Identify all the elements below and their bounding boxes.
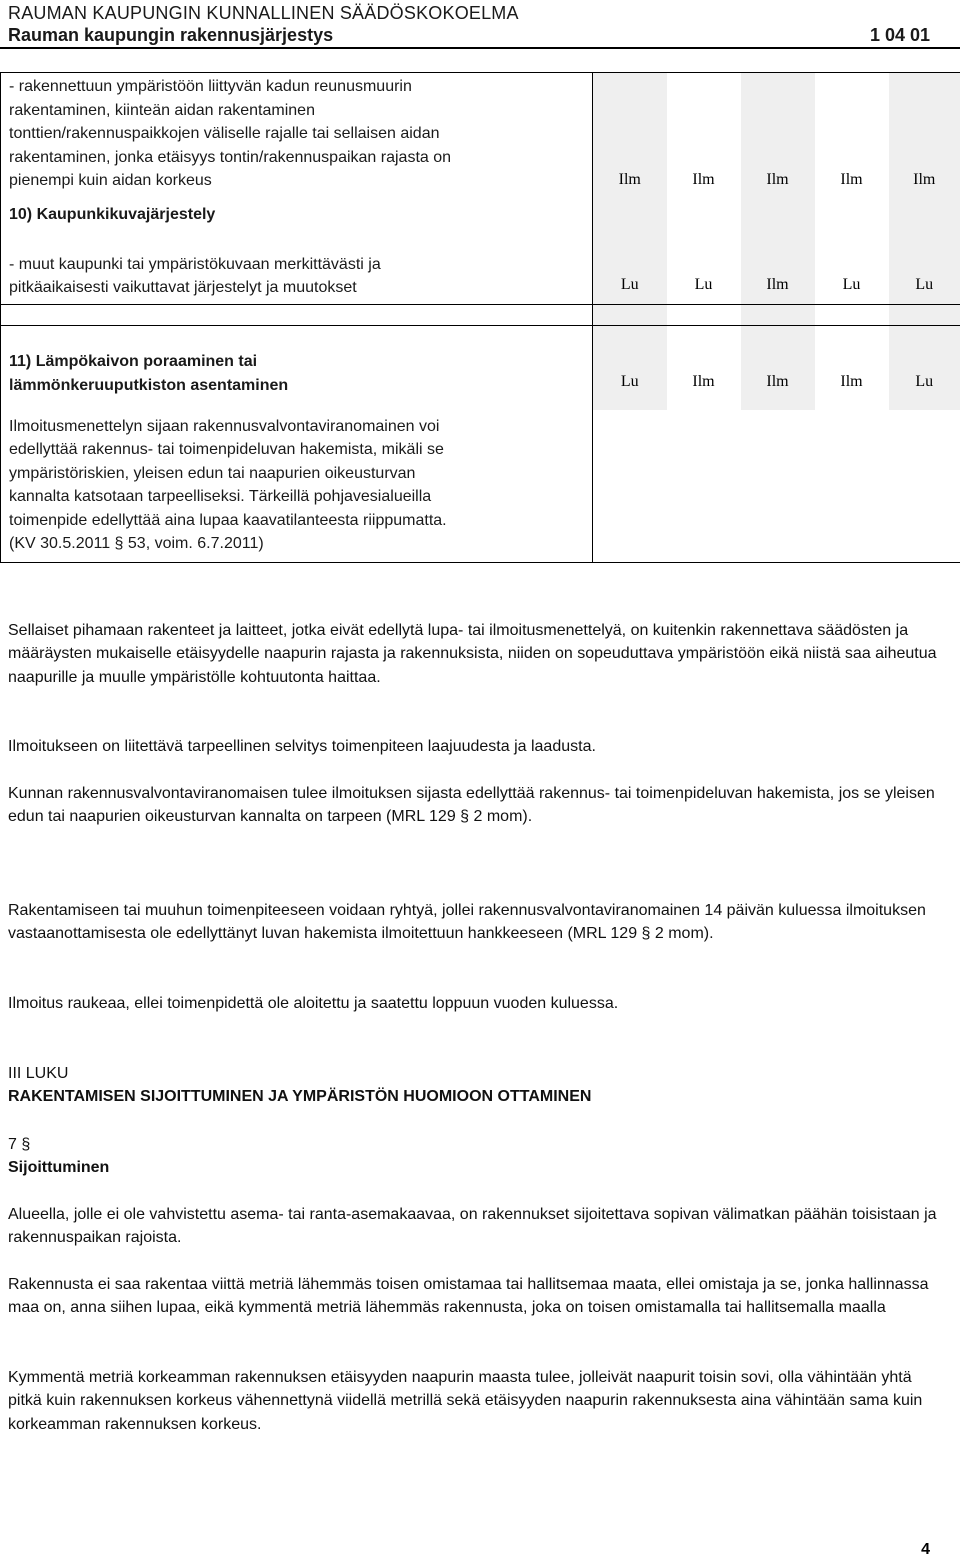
spacer-cell [1, 305, 593, 326]
chapter-number: III LUKU [8, 1065, 69, 1082]
section-paragraph-1: Alueella, jolle ei ole vahvistettu asema- tai ranta-asemakaavaa, on rakennukset sijoitettava sopivan välimatkan päähän toisistaan ja rakennuspaikan rajoista. [8, 1206, 937, 1247]
note-span-cell [593, 410, 960, 563]
section-paragraph-2: Rakennusta ei saa rakentaa viittä metriä lähemmäs toisen omistamaa tai hallitsemaa maata, ellei omistaja ja se, jonka hallinnassa maa on, anna siihen lupaa, eikä kymmentä metriä lähemmäs rakennusta, joka on toisen omistamalla tai hallitsemalla maalla [8, 1276, 929, 1317]
value-cell [815, 326, 889, 410]
chapter-title: RAKENTAMISEN SIJOITTUMINEN JA YMPÄRISTÖN HUOMIOON OTTAMINEN [8, 1088, 592, 1106]
value-text: Lu [915, 373, 934, 390]
value-cell [741, 326, 815, 410]
paragraph-3: Kunnan rakennusvalvontaviranomaisen tulee ilmoituksen sijasta edellyttää rakennus- tai toimenpideluvan hakemista, jos se yleisen edun tai naapurien oikeusturvan kannalta on tarpeen (MRL 129 § 2 mom). [8, 785, 935, 826]
value-cell [667, 233, 741, 305]
table-row [1, 233, 960, 305]
section-number: 7 § [8, 1136, 31, 1153]
permit-table [0, 72, 960, 563]
value-cell [889, 233, 960, 305]
value-text: Lu [842, 275, 861, 293]
value-cell [741, 233, 815, 305]
row-note [1, 410, 593, 563]
value-text: Ilm [766, 275, 789, 293]
row-description [1, 73, 593, 201]
section-heading [8, 1133, 938, 1180]
text-line: toimenpide edellyttää aina lupaa kaavatilanteesta riippumatta. [9, 511, 447, 529]
value-cell [889, 201, 960, 233]
paragraph-1: Sellaiset pihamaan rakenteet ja laitteet, jotka eivät edellytä lupa- tai ilmoitusmenettelyä, on kuitenkin rakennettava säädösten ja määräysten mukaiselle etäisyydelle naapurin rajasta ja rakennuksista, niiden on sopeuduttava ympäristöön eikä niistä saa aiheutua naapurille ja muulle ympäristölle kohtuutonta haittaa. [8, 622, 937, 686]
document-header [8, 2, 930, 46]
document-code: 1 04 01 [869, 25, 930, 45]
text-line: edellyttää rakennus- tai toimenpideluvan hakemista, mikäli se [9, 441, 444, 458]
spacer-cell [815, 305, 889, 326]
value-text: Ilm [840, 171, 863, 188]
value-cell [667, 73, 741, 201]
value-cell [815, 73, 889, 201]
value-cell [889, 326, 960, 410]
paragraph-4: Rakentamiseen tai muuhun toimenpiteeseen voidaan ryhtyä, jollei rakennusvalvontaviranomainen 14 päivän kuluessa ilmoituksen vastaanottamisesta ole edellyttänyt luvan hakemista ilmoitettuun hankkeeseen (MRL 129 § 2 mom). [8, 902, 926, 943]
text-line: (KV 30.5.2011 § 53, voim. 6.7.2011) [9, 535, 264, 552]
text-line: pienempi kuin aidan korkeus [9, 172, 212, 189]
value-text: Ilm [692, 171, 715, 188]
value-text: Ilm [913, 171, 936, 188]
section-title: Sijoittuminen [8, 1159, 110, 1177]
value-text: Lu [694, 275, 713, 293]
table-row [1, 410, 960, 563]
spacer-cell [593, 305, 667, 326]
text-line: - muut kaupunki tai ympäristökuvaan merkittävästi ja [9, 255, 381, 273]
text-line: Ilmoitusmenettelyn sijaan rakennusvalvontaviranomainen voi [9, 417, 440, 435]
value-cell [593, 233, 667, 305]
value-cell [741, 201, 815, 233]
value-text: Ilm [840, 373, 863, 390]
page-number: 4 [921, 1541, 930, 1558]
table-row [1, 73, 960, 201]
text-line: kannalta katsotaan tarpeelliseksi. Tärkeillä pohjavesialueilla [9, 488, 432, 505]
text-line: - rakennettuun ympäristöön liittyvän kadun reunusmuurin [9, 78, 412, 95]
section-paragraph-3: Kymmentä metriä korkeamman rakennuksen etäisyyden naapurin maasta tulee, jolleivät naapurit toisin sovi, olla vähintään yhtä pitkä kuin rakennuksen korkeus vähennettynä viidellä metrillä sekä etäisyyden naapurin rakennuksesta aina vähintään sama kuin korkeamman rakennuksen korkeus. [8, 1369, 923, 1433]
text-line: lämmönkeruuputkiston asentaminen [9, 376, 289, 394]
value-text: Lu [620, 275, 639, 293]
table-row [1, 305, 960, 326]
chapter-heading [8, 1062, 938, 1109]
document-name: Rauman kaupungin rakennusjärjestys [8, 25, 334, 45]
paragraph-5: Ilmoitus raukeaa, ellei toimenpidettä ole aloitettu ja saatettu loppuun vuoden kuluessa. [8, 995, 619, 1012]
value-cell [593, 73, 667, 201]
value-cell [667, 201, 741, 233]
value-cell [593, 201, 667, 233]
value-text: Ilm [692, 373, 715, 390]
value-cell [593, 326, 667, 410]
value-text: Ilm [618, 171, 641, 188]
row-heading: 10) Kaupunkikuvajärjestely [1, 201, 593, 233]
text-line: pitkäaikaisesti vaikuttavat järjestelyt ja muutokset [9, 279, 357, 296]
value-cell [667, 326, 741, 410]
row-description [1, 326, 593, 410]
spacer-cell [667, 305, 741, 326]
text-line: rakentaminen, kiinteän aidan rakentaminen [9, 101, 315, 119]
value-cell [741, 73, 815, 201]
text-line: rakentaminen, jonka etäisyys tontin/rakennuspaikan rajasta on [9, 148, 452, 166]
table-row [1, 326, 960, 410]
value-text: Lu [915, 275, 934, 293]
text-line: ympäristöriskien, yleisen edun tai naapurien oikeusturvan [9, 464, 416, 482]
spacer-cell [741, 305, 815, 326]
paragraph-2: Ilmoitukseen on liitettävä tarpeellinen selvitys toimenpiteen laajuudesta ja laadusta. [8, 738, 596, 755]
header-rule [0, 47, 960, 49]
value-cell [889, 73, 960, 201]
row-description [1, 233, 593, 305]
collection-title: RAUMAN KAUPUNGIN KUNNALLINEN SÄÄDÖSKOKOELMA [8, 3, 519, 23]
spacer-cell [889, 305, 960, 326]
document-title [8, 24, 930, 46]
text-line: 11) Lämpökaivon poraaminen tai [9, 353, 258, 370]
value-cell [815, 201, 889, 233]
text-line: tonttien/rakennuspaikkojen väliselle rajalle tai sellaisen aidan [9, 125, 440, 142]
value-text: Ilm [766, 171, 789, 188]
value-text: Ilm [766, 373, 789, 390]
value-cell [815, 233, 889, 305]
table-row [1, 201, 960, 233]
value-text: Lu [620, 373, 639, 390]
